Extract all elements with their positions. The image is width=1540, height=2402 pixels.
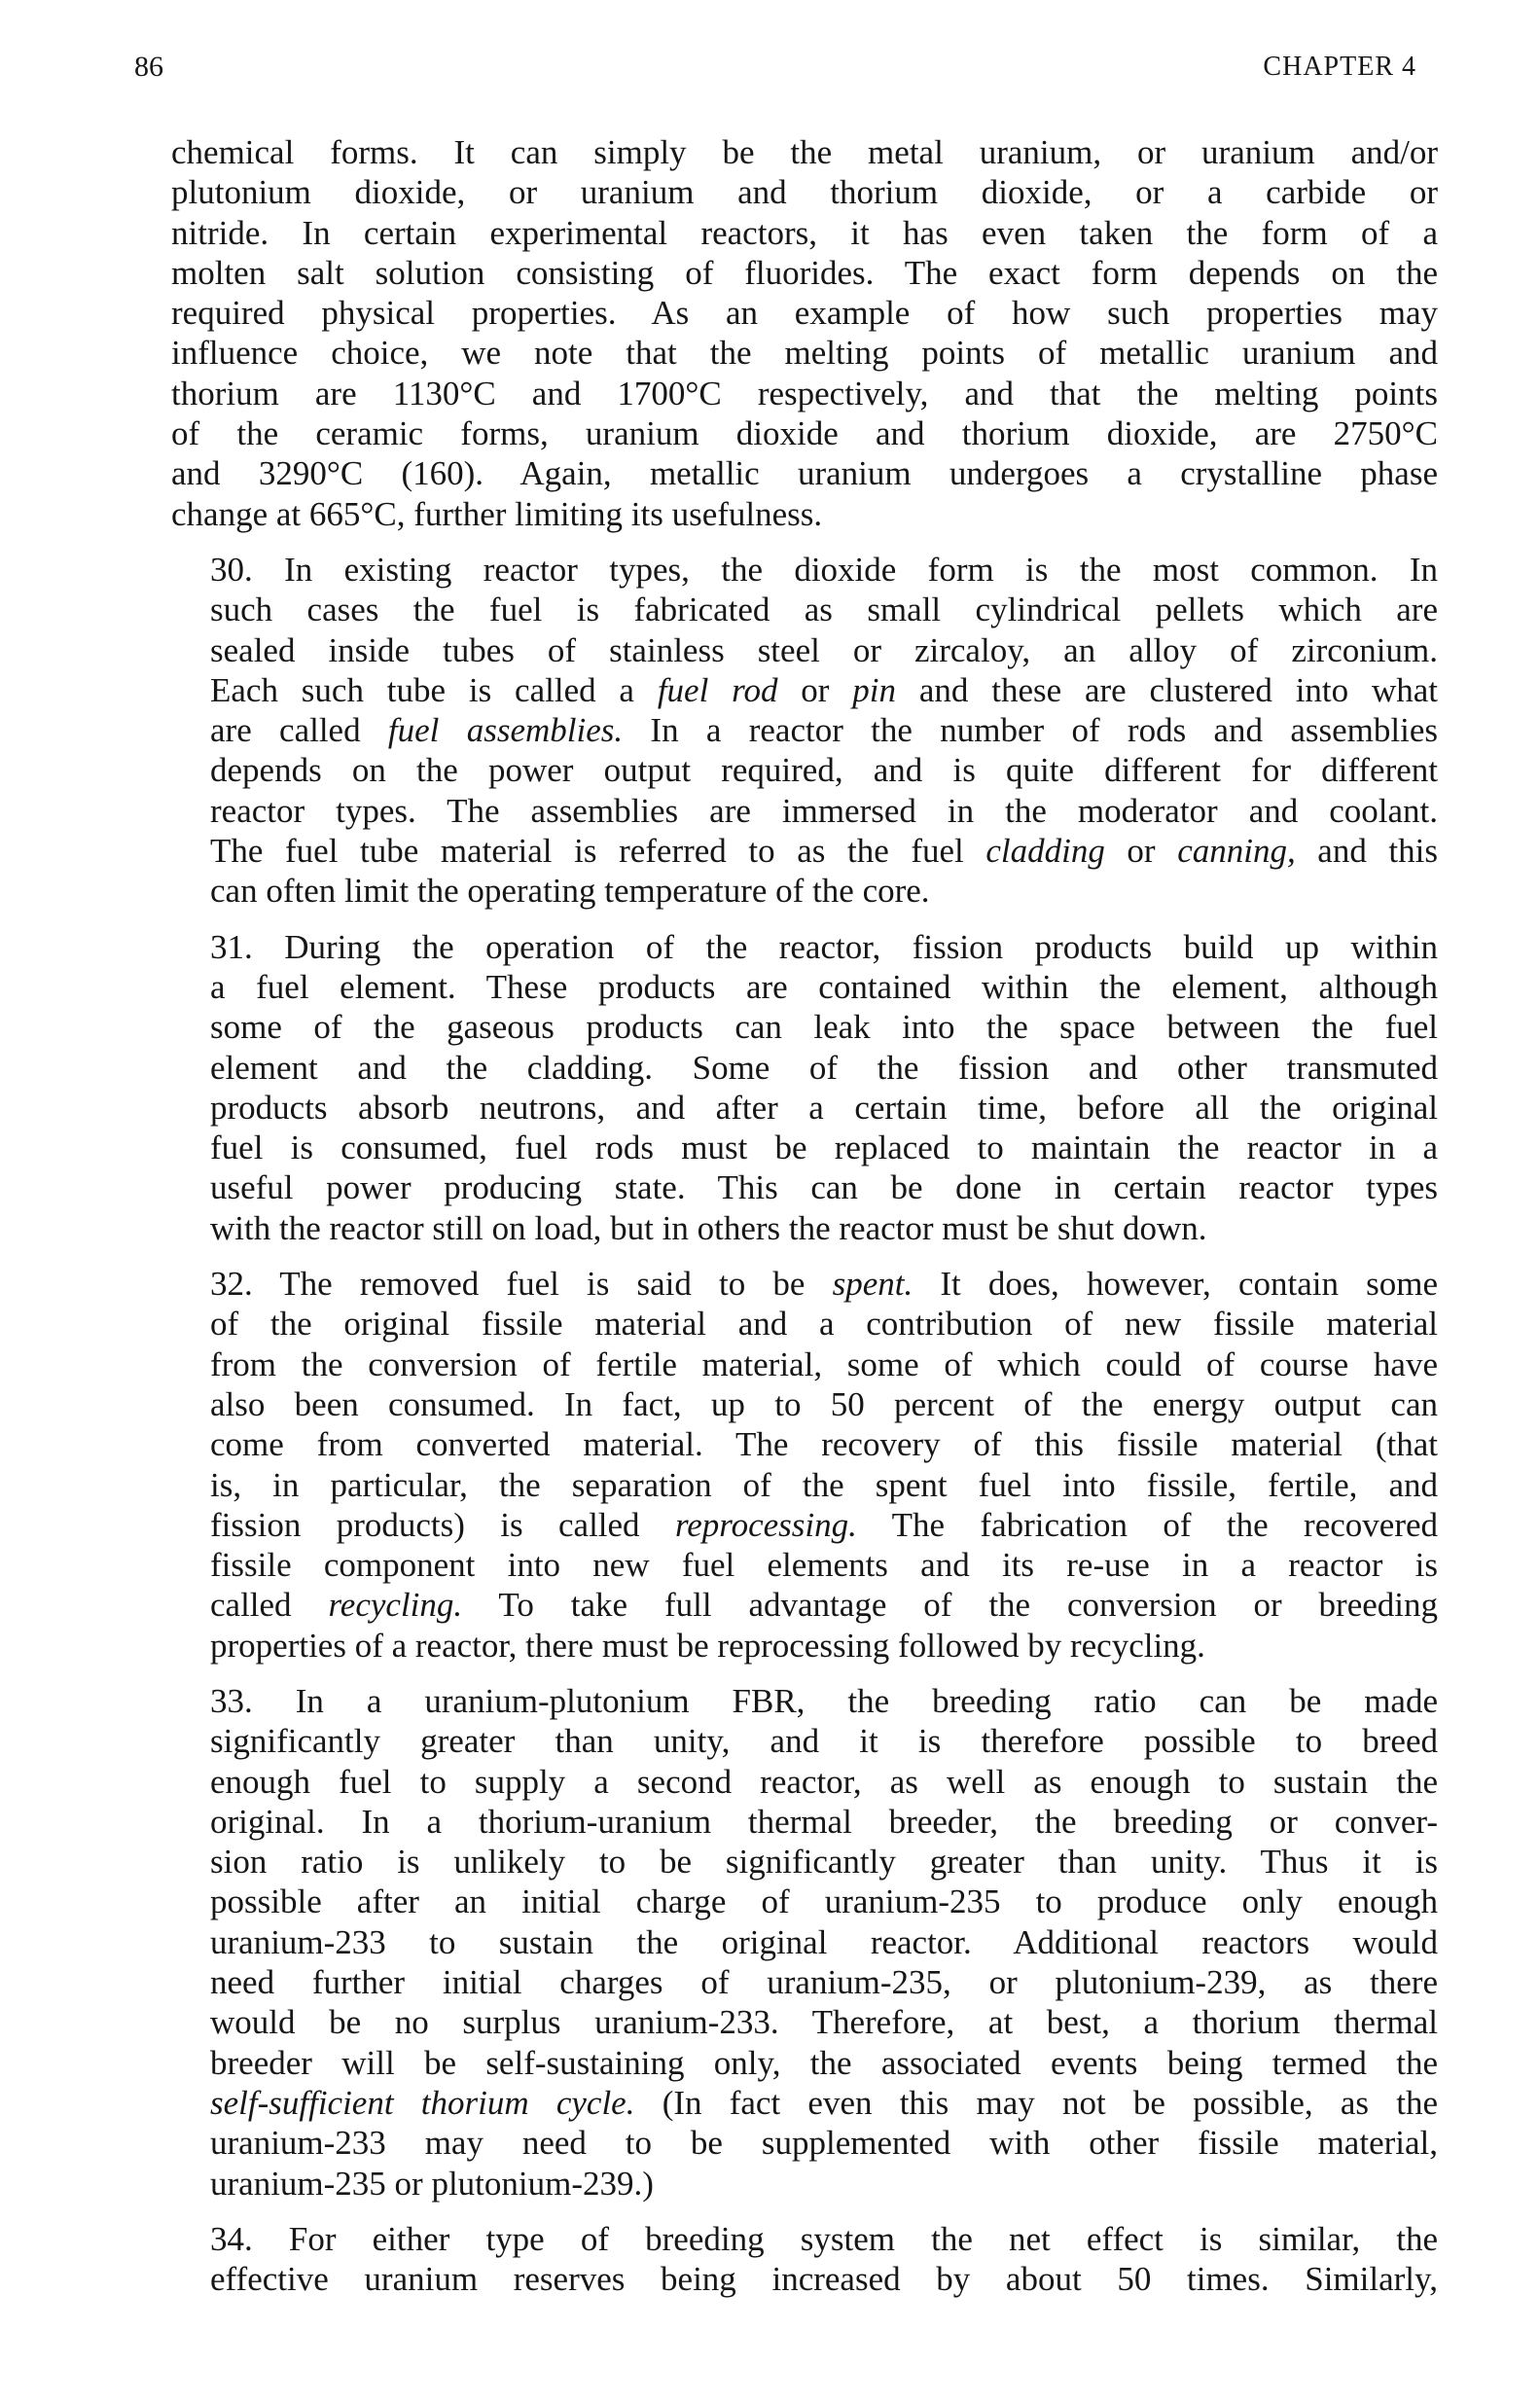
text-line: molten salt solution consisting of fluorides. The exact form depends on the: [171, 253, 1438, 292]
text-line: significantly greater than unity, and it is therefore possible to breed: [210, 1722, 1438, 1761]
italic-term: fuel rod: [657, 670, 778, 709]
paragraph-p-33: [171, 1681, 1438, 2204]
text-line: Each such tube is called a fuel rod or pin and these are clustered into what: [210, 670, 1439, 709]
chapter-label: CHAPTER 4: [1263, 52, 1416, 82]
text-line: need further initial charges of uranium-235, or plutonium-239, as there: [210, 1963, 1438, 2002]
text-line: uranium-233 may need to be supplemented with other fissile material,: [210, 2124, 1438, 2163]
text-line: come from converted material. The recovery of this fissile material (that: [210, 1425, 1438, 1464]
italic-term: fuel assemblies.: [387, 711, 624, 750]
text-line: element and the cladding. Some of the fission and other transmuted: [210, 1048, 1438, 1087]
text-line: effective uranium reserves being increased by about 50 times. Similarly,: [210, 2260, 1438, 2299]
text-line: a fuel element. These products are contained within the element, although: [210, 967, 1438, 1006]
text-line: fissile component into new fuel elements and its re-use in a reactor is: [210, 1546, 1438, 1585]
text-line: breeder will be self-sustaining only, the associated events being termed the: [210, 2043, 1438, 2082]
text-line: self-sufficient thorium cycle. (In fact even this may not be possible, as the: [210, 2083, 1439, 2122]
paragraph-p-34: [171, 2219, 1438, 2300]
page-number: 86: [134, 51, 163, 83]
text-line: reactor types. The assemblies are immersed in the moderator and coolant.: [210, 791, 1438, 830]
text-line: is, in particular, the separation of the spent fuel into fissile, fertile, and: [210, 1465, 1438, 1504]
text-line: useful power producing state. This can be done in certain reactor types: [210, 1168, 1438, 1207]
text-line: products absorb neutrons, and after a certain time, before all the original: [210, 1088, 1438, 1127]
text-line: fission products) is called reprocessing. The fabrication of the recovered: [210, 1505, 1439, 1544]
text-line: from the conversion of fertile material, some of which could of course have: [210, 1344, 1438, 1383]
text-line: influence choice, we note that the melting points of metallic uranium and: [171, 334, 1438, 373]
text-line: 30. In existing reactor types, the dioxide form is the most common. In: [210, 550, 1438, 589]
text-line: and 3290°C (160). Again, metallic uranium undergoes a crystalline phase: [171, 454, 1438, 493]
text-line: sealed inside tubes of stainless steel or zircaloy, an alloy of zirconium.: [210, 630, 1438, 669]
text-line: possible after an initial charge of uranium-235 to produce only enough: [210, 1882, 1438, 1921]
text-line: uranium-235 or plutonium-239.): [210, 2164, 654, 2203]
text-line: chemical forms. It can simply be the metal uranium, or uranium and/or: [171, 133, 1438, 171]
text-line: change at 665°C, further limiting its usefulness.: [171, 494, 823, 533]
text-line: fuel is consumed, fuel rods must be replaced to maintain the reactor in a: [210, 1129, 1438, 1167]
text-line: thorium are 1130°C and 1700°C respectively, and that the melting points: [171, 374, 1438, 412]
italic-term: pin: [852, 670, 897, 709]
italic-term: canning,: [1177, 832, 1296, 871]
text-line: are called fuel assemblies. In a reactor the number of rods and assemblies: [210, 711, 1439, 750]
text-line: original. In a thorium-uranium thermal breeder, the breeding or conver-: [210, 1802, 1438, 1841]
text-line: sion ratio is unlikely to be significantly greater than unity. Thus it is: [210, 1843, 1438, 1882]
text-line: uranium-233 to sustain the original reactor. Additional reactors would: [210, 1922, 1438, 1961]
paragraph-p-intro: [171, 132, 1438, 534]
text-line: required physical properties. As an example of how such properties may: [171, 294, 1438, 333]
text-line: depends on the power output required, and is quite different for different: [210, 751, 1438, 790]
italic-term: reprocessing.: [674, 1505, 857, 1544]
text-line: would be no surplus uranium-233. Therefore, at best, a thorium thermal: [210, 2003, 1438, 2042]
italic-term: self-sufficient thorium cycle.: [210, 2083, 635, 2122]
body-text: [171, 132, 1438, 2314]
text-line: 33. In a uranium-plutonium FBR, the breeding ratio can be made: [210, 1681, 1438, 1720]
running-header: [134, 43, 1416, 91]
text-line: plutonium dioxide, or uranium and thorium dioxide, or a carbide or: [171, 173, 1438, 212]
text-line: of the original fissile material and a contribution of new fissile material: [210, 1305, 1438, 1344]
text-line: with the reactor still on load, but in others the reactor must be shut down.: [210, 1208, 1207, 1247]
text-line: of the ceramic forms, uranium dioxide and thorium dioxide, are 2750°C: [171, 414, 1438, 453]
text-line: properties of a reactor, there must be reprocessing followed by recycling.: [210, 1626, 1205, 1665]
text-line: 31. During the operation of the reactor, fission products build up within: [210, 927, 1438, 966]
text-line: 32. The removed fuel is said to be spent. It does, however, contain some: [210, 1265, 1438, 1304]
text-line: The fuel tube material is referred to as the fuel cladding or canning, and this: [210, 832, 1439, 871]
paragraph-p-31: [171, 927, 1438, 1248]
italic-term: spent.: [832, 1265, 913, 1304]
italic-term: recycling.: [328, 1586, 463, 1625]
italic-term: cladding: [985, 832, 1105, 871]
text-line: enough fuel to supply a second reactor, as well as enough to sustain the: [210, 1762, 1438, 1801]
text-line: 34. For either type of breeding system the net effect is similar, the: [210, 2219, 1438, 2258]
text-line: such cases the fuel is fabricated as small cylindrical pellets which are: [210, 591, 1438, 629]
text-line: some of the gaseous products can leak into the space between the fuel: [210, 1008, 1438, 1047]
text-line: called recycling. To take full advantage of the conversion or breeding: [210, 1586, 1438, 1625]
text-line: nitride. In certain experimental reactors, it has even taken the form of a: [171, 213, 1438, 252]
paragraph-p-32: [171, 1264, 1438, 1666]
text-line: can often limit the operating temperature of the core.: [210, 872, 930, 911]
paragraph-p-30: [171, 550, 1438, 912]
text-line: also been consumed. In fact, up to 50 percent of the energy output can: [210, 1384, 1438, 1423]
